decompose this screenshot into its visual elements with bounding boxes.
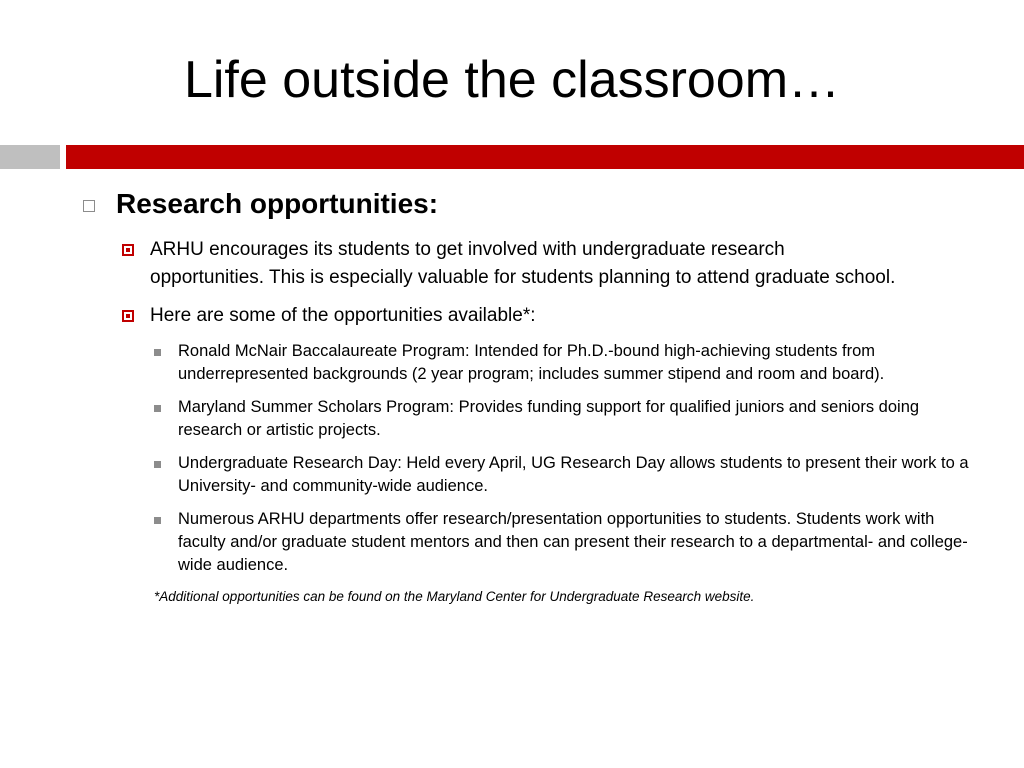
bullet-list-level3 xyxy=(154,340,978,577)
gray-square-icon xyxy=(154,349,161,356)
bullet-list-level2 xyxy=(122,236,978,577)
bullet-text: Here are some of the opportunities available*: xyxy=(150,305,536,326)
footnote: *Additional opportunities can be found on the Maryland Center for Undergraduate Research website. xyxy=(154,589,755,604)
bullet-level3 xyxy=(154,452,978,498)
slide-title: Life outside the classroom… xyxy=(183,51,841,109)
section-heading: Research opportunities: xyxy=(116,188,439,219)
red-boxed-square-icon xyxy=(122,310,134,322)
bullet-level2 xyxy=(122,302,978,330)
gray-square-icon xyxy=(154,517,161,524)
opportunity-text: Maryland Summer Scholars Program: Provides funding support for qualified juniors and seniors doing research or artistic projects. xyxy=(178,398,920,439)
bullet-level2 xyxy=(122,236,978,292)
opportunity-text: Numerous ARHU departments offer research/presentation opportunities to students. Students work with faculty and/or graduate student mentors and then can present their research to a departmental- and college-wide audience. xyxy=(178,510,968,574)
slide-body xyxy=(78,184,978,607)
gray-square-icon xyxy=(154,461,161,468)
title-divider-red-bar xyxy=(66,145,1024,169)
bullet-level3 xyxy=(154,396,978,442)
bullet-level3 xyxy=(154,508,978,577)
bullet-level3 xyxy=(154,340,978,386)
hollow-square-icon xyxy=(83,200,95,212)
bullet-level1 xyxy=(78,184,978,224)
title-divider-gray-bar xyxy=(0,145,60,169)
opportunity-text: Undergraduate Research Day: Held every April, UG Research Day allows students to present their work to a University- and community-wide audience. xyxy=(178,454,969,495)
gray-square-icon xyxy=(154,405,161,412)
bullet-text: ARHU encourages its students to get involved with undergraduate research opportunities. This is especially valuable for students planning to attend graduate school. xyxy=(150,239,896,288)
red-boxed-square-icon xyxy=(122,244,134,256)
opportunity-text: Ronald McNair Baccalaureate Program: Intended for Ph.D.-bound high-achieving students from underrepresented backgrounds (2 year program; includes summer stipend and room and board). xyxy=(178,342,885,383)
